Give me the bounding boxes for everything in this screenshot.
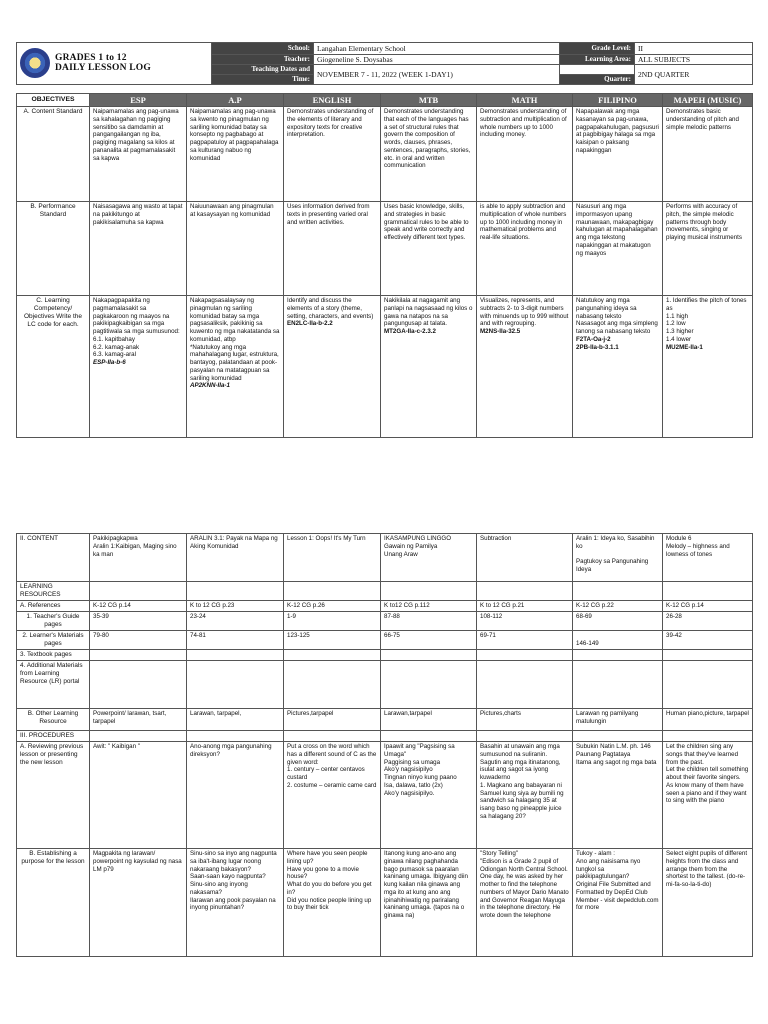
subject-header-row (17, 94, 753, 107)
cell-text: Uses basic knowledge, skills, and strategies in basic grammatical rules to be able to speak and write correctly and effectively different text types. (381, 202, 477, 296)
area-value: ALL SUBJECTS (635, 55, 753, 65)
other-cell: Powerpoint/ larawan, tsart, tarpapel (90, 709, 187, 731)
cell-text: Performs with accuracy of pitch, the simple melodic patterns through body movements, singing or playing musical instruments (663, 202, 753, 296)
procedures-label: III. PROCEDURES (17, 731, 90, 742)
reviewing-label: A. Reviewing previous lesson or presenting the new lesson (17, 742, 90, 849)
tg-cell: 108-112 (477, 612, 573, 631)
review-cell: Ano-anong mga pangunahing direksyon? (187, 742, 284, 849)
textbook-row (17, 650, 753, 661)
objectives-label: OBJECTIVES (17, 94, 90, 107)
content-cell: ARALIN 3.1: Payak na Mapa ng Aking Komunidad (187, 534, 284, 582)
purpose-cell: Select eight pupils of different heights from the class and arrange them from the shortest to the tallest. (do-re-mi-fa-so-la-ti-do) (663, 849, 753, 957)
cell-text: Nakikilala at nagagamit ang panlapi na nagsasaad ng kilos o gawa na natapos na sa pangungusap at talata. (384, 297, 473, 328)
cell-text: Natutukoy ang mga pangunahing ideya sa nabasang teksto Nasasagot ang mga simpleng tanong sa nabasang teksto (576, 297, 658, 335)
subject-mapeh: MAPEH (MUSIC) (663, 94, 753, 107)
title-line-2: DAILY LESSON LOG (55, 63, 151, 74)
cell-text: is able to apply subtraction and multiplication of whole numbers up to 1000 including money in mathematical problems and real-life situations. (477, 202, 573, 296)
tg-cell: 87-88 (381, 612, 477, 631)
other-cell: Human piano,picture, tarpapel (663, 709, 753, 731)
subject-filipino: FILIPINO (573, 94, 663, 107)
references-row (17, 601, 753, 612)
review-cell: Put a cross on the word which has a different sound of C as the given word: 1. century – center centavos custard 2. costume – ceramic came card (284, 742, 381, 849)
purpose-cell: Sinu-sino sa inyo ang nagpunta sa iba't-ibang lugar noong nakaraang bakasyon? Saan-saan kayo nagpunta? Sinu-sino ang inyong nakasama? Ilarawan ang pook pasyalan na inyong pinuntahan? (187, 849, 284, 957)
lc-code: ESP-IIa-b-6 (93, 359, 126, 366)
lesson-log-header (16, 42, 752, 90)
cell-text: Identify and discuss the elements of a story (theme, setting, characters, and events) (287, 297, 374, 320)
lc-cell (187, 296, 284, 438)
review-cell: Subukin Natin L.M. ph. 146 Paunang Pagtataya Itama ang sagot ng mga bata (573, 742, 663, 849)
tg-cell: 26-28 (663, 612, 753, 631)
tg-cell: 35-39 (90, 612, 187, 631)
dates-label-1: Teaching Dates and (212, 65, 314, 75)
lc-cell (477, 296, 573, 438)
cell-text: Nakapagsasalaysay ng pinagmulan ng sariling komunidad batay sa mga pagsasaliksik, pakikinig sa kuwento ng mga nakatatanda sa komunidad, atbp *Natutukoy ang mga mahahalagang lugar, estruktura, bantayog, palatandaan at pook-pasyalan na matatagpuan sa sariling komunidad (190, 297, 280, 382)
learners-materials-row (17, 631, 753, 650)
title-line-1: GRADES 1 to 12 (55, 52, 127, 63)
row-head-content-standard: A. Content Standard (17, 107, 90, 202)
cell-text: Napapalawak ang mga kasanayan sa pag-unawa, pagpapakahulugan, pagsusuri at pagbibigay halaga sa mga kaisipan o paksang napakinggan (573, 107, 663, 202)
establishing-purpose-row (17, 849, 753, 957)
ref-cell: K to12 CG p.112 (381, 601, 477, 612)
reviewing-row (17, 742, 753, 849)
area-label: Learning Area: (560, 55, 635, 65)
learners-materials-label: 2. Learner's Materials pages (17, 631, 90, 650)
subject-ap: A.P (187, 94, 284, 107)
procedures-row (17, 731, 753, 742)
tg-cell: 23-24 (187, 612, 284, 631)
cell-text: Demonstrates basic understanding of pitch and simple melodic patterns (663, 107, 753, 202)
review-cell: Awit: " Kaibigan " (90, 742, 187, 849)
tg-cell: 68-69 (573, 612, 663, 631)
purpose-cell: Tukoy - alam : Ano ang naisisama nyo tungkol sa pakikipagtulungan? Original File Submitted and Formatted by DepEd Club Member - visit depedclub.com for more (573, 849, 663, 957)
lm-cell: 79-80 (90, 631, 187, 650)
header-title-block (17, 43, 212, 85)
purpose-cell: "Story Telling" "Edison is a Grade 2 pupil of Odiongan North Central School. One day, he was asked by her mother to find the telephone numbers of Mayor Dario Manato and Governor Reagan Mayuga in the telephone directory. He wrote down the telephone (477, 849, 573, 957)
other-resources-label: B. Other Learning Resource (17, 709, 90, 731)
lc-cell (284, 296, 381, 438)
subject-mtb: MTB (381, 94, 477, 107)
additional-materials-label: 4. Additional Materials from Learning Resource (LR) portal (17, 661, 90, 709)
establishing-purpose-label: B. Establishing a purpose for the lesson (17, 849, 90, 957)
subject-esp: ESP (90, 94, 187, 107)
lc-code: F2TA-Oa-j-2 2PB-IIa-b-3.1.1 (576, 335, 619, 351)
cell-text: Visualizes, represents, and subtracts 2- to 3-digit numbers with minuends up to 999 without and with regrouping. (480, 297, 569, 328)
row-head-learning-competency: C. Learning Competency/ Objectives Write the LC code for each. (17, 296, 90, 438)
cell-text: Demonstrates understanding of the elements of literary and expository texts for creative interpretation. (284, 107, 381, 202)
purpose-cell: Itanong kung ano-ano ang ginawa nilang paghahanda bago pumasok sa paaralan kaninang umaga. Ibigyang diin kung kailan nila ginawa ang mga ito at kung ano ang ipinahihiwatig ng pariralang kaninang umaga. (tapos na o ginawa na) (381, 849, 477, 957)
dates-value: NOVEMBER 7 - 11, 2022 (WEEK 1-DAY1) (314, 65, 560, 85)
dates-label-2: Time: (212, 75, 314, 85)
other-cell: Pictures,tarpapel (284, 709, 381, 731)
content-cell: IKASAMPUNG LINGGO Gawain ng Pamilya Unang Araw (381, 534, 477, 582)
cell-text: Naisasagawa ang wasto at tapat na pakikitungo at pakikisalamuha sa kapwa (90, 202, 187, 296)
cell-text: Naipamamalas ang pag-unawa sa kwento ng pinagmulan ng sariling komunidad batay sa konsepto ng pagbabago at pagpapatuloy at pagpapahalaga sa kulturang nabuo ng komunidad (187, 107, 284, 202)
quarter-value: 2ND QUARTER (635, 65, 753, 85)
teacher-label: Teacher: (212, 55, 314, 65)
textbook-label: 3. Textbook pages (17, 650, 90, 661)
teachers-guide-label: 1. Teacher's Guide pages (17, 612, 90, 631)
references-label: A. References (17, 601, 90, 612)
school-value: Langahan Elementary School (314, 43, 560, 55)
lc-cell (381, 296, 477, 438)
performance-standard-row (17, 202, 753, 296)
lm-cell: 66-75 (381, 631, 477, 650)
content-cell: Lesson 1: Oops! It's My Turn (284, 534, 381, 582)
content-cell: Module 6 Melody – highness and lowness of tones (663, 534, 753, 582)
cell-text: Demonstrates understanding that each of the languages has a set of structural rules that govern the composition of words, clauses, phrases, sentences, paragraphs, stories, etc. in oral and written communication (381, 107, 477, 202)
ref-cell: K-12 CG p.26 (284, 601, 381, 612)
content-procedures-table (16, 533, 752, 957)
other-cell: Larawan,tarpapel (381, 709, 477, 731)
lm-cell: 123-125 (284, 631, 381, 650)
ref-cell: K-12 CG p.14 (663, 601, 753, 612)
lc-code: MT2GA-IIa-c-2.3.2 (384, 328, 436, 335)
cell-text: Demonstrates understanding of subtraction and multiplication of whole numbers up to 1000 including money. (477, 107, 573, 202)
other-cell: Larawan ng pamilyang matulungin (573, 709, 663, 731)
purpose-cell: Where have you seen people lining up? Have you gone to a movie house? What do you do before you get in? Did you notice people lining up to buy their tick (284, 849, 381, 957)
cell-text: Uses information derived from texts in presenting varied oral and written activities. (284, 202, 381, 296)
school-label: School: (212, 43, 314, 55)
review-cell: Basahin at unawain ang mga sumusunod na suliranin. Sagutin ang mga itinatanong, isulat ang sagot sa iyong kuwaderno 1. Magkano ang babayaran ni Samuel kung siya ay bumili ng sandwich sa halagang 35 at isang baso ng pineapple juice sa halagang 20? (477, 742, 573, 849)
cell-text: Nasusuri ang mga impormasyon upang maunawaan, makapagbigay kahulugan at mapahalagahan ang mga tekstong napakinggan at makatugon ng maayos (573, 202, 663, 296)
teacher-value: Giogeneline S. Doysabas (314, 55, 560, 65)
learning-resources-row (17, 582, 753, 601)
subject-english: ENGLISH (284, 94, 381, 107)
lc-cell (573, 296, 663, 438)
lm-cell: 69-71 (477, 631, 573, 650)
grade-value: II (635, 43, 753, 55)
cell-text: Naiuunawaan ang pinagmulan at kasaysayan ng komunidad (187, 202, 284, 296)
additional-materials-row (17, 661, 753, 709)
tg-cell: 1-9 (284, 612, 381, 631)
cell-text: Nakapagpapakita ng pagmamalasakit sa pagkakaroon ng maayos na pakikipagkaibigan sa mga pagtitiwala sa mga sumusunod: 6.1. kapitbahay 6.2. kamag-anak 6.3. kamag-aral (93, 297, 180, 359)
learning-competency-row (17, 296, 753, 438)
lc-code: EN2LC-IIa-b-2.2 (287, 320, 333, 328)
purpose-cell: Magpakita ng larawan/ powerpoint ng kaysulad ng nasa LM p79 (90, 849, 187, 957)
teachers-guide-row (17, 612, 753, 631)
learning-resources-label: LEARNING RESOURCES (17, 582, 90, 601)
lm-cell: 74-81 (187, 631, 284, 650)
review-cell: Let the children sing any songs that they've learned from the past. Let the children tell something about their favorite singers. As know many of them have seen a piano and if they want to sing with the piano (663, 742, 753, 849)
lm-cell: 39-42 (663, 631, 753, 650)
objectives-table (16, 93, 752, 438)
row-head-performance-standard: B. Performance Standard (17, 202, 90, 296)
quarter-label: Quarter: (560, 75, 635, 85)
review-cell: Ipaawit ang "Pagsising sa Umaga" Paggising sa umaga Ako'y nagsisipilyo Tingnan ninyo kung paano Isa, dalawa, tatlo (2x) Ako'y nagsisipilyo. (381, 742, 477, 849)
lc-code: MU2ME-IIa-1 (666, 343, 703, 351)
content-cell: Aralin 1: Ideya ko, Sasabihin ko Pagtukoy sa Pangunahing Ideya (573, 534, 663, 582)
lc-code: M2NS-IIa-32.5 (480, 328, 521, 335)
lm-cell: 146-149 (573, 631, 663, 650)
content-cell: Pakikipagkapwa Aralin 1:Kaibigan, Maging sino ka man (90, 534, 187, 582)
ref-cell: K-12 CG p.22 (573, 601, 663, 612)
ref-cell: K to 12 CG p.23 (187, 601, 284, 612)
content-standard-row (17, 107, 753, 202)
grade-label: Grade Level: (560, 43, 635, 55)
lc-cell (90, 296, 187, 438)
other-resources-row (17, 709, 753, 731)
lc-code: AP2KNN-IIa-1 (190, 382, 230, 390)
ref-cell: K-12 CG p.14 (90, 601, 187, 612)
cell-text: 1. Identifies the pitch of tones as 1.1 high 1.2 low 1.3 higher 1.4 lower (666, 297, 747, 343)
content-row (17, 534, 753, 582)
subject-math: MATH (477, 94, 573, 107)
content-label: II. CONTENT (17, 534, 90, 582)
deped-seal-icon (20, 48, 50, 78)
content-cell: Subtraction (477, 534, 573, 582)
ref-cell: K to 12 CG p.21 (477, 601, 573, 612)
cell-text: Naipamamalas ang pag-unawa sa kahalagahan ng pagiging sensitibo sa damdamin at pangangailangan ng iba, pagiging magalang sa kilos at pananalita at pagmamalasakit sa kapwa (90, 107, 187, 202)
other-cell: Pictures,charts (477, 709, 573, 731)
other-cell: Larawan, tarpapel, (187, 709, 284, 731)
lc-cell (663, 296, 753, 438)
